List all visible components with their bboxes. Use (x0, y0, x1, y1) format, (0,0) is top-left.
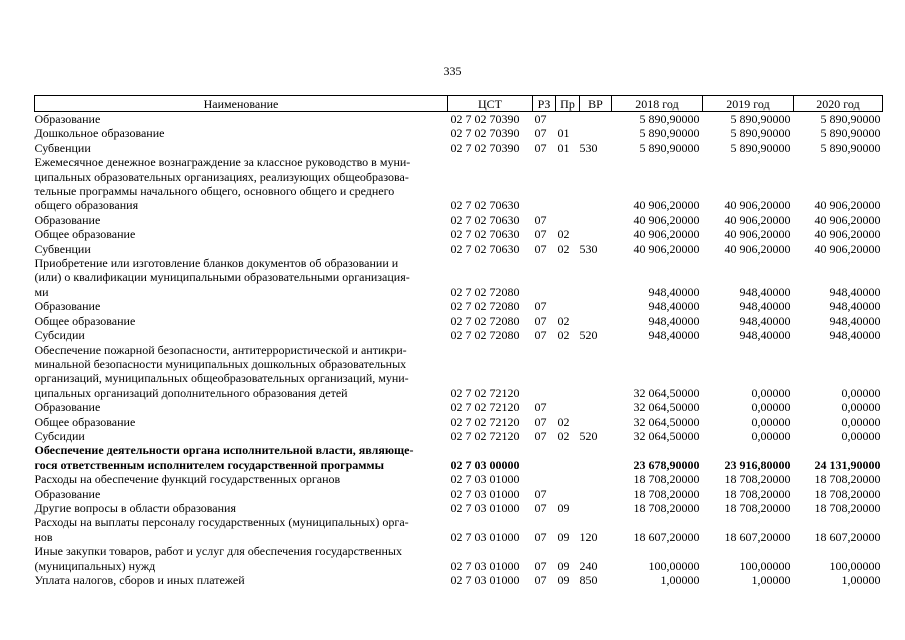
row-value-2018: 40 906,20000 (633, 227, 700, 242)
row-pr: 09 (557, 573, 570, 587)
row-value-2019: 0,00000 (751, 414, 791, 429)
row-name (35, 544, 448, 573)
row-value-2019: 40 906,20000 (724, 198, 791, 213)
row-name (35, 126, 448, 140)
row-value-2020: 5 890,90000 (820, 126, 881, 141)
row-name-line: Образование (34, 400, 101, 415)
row-value-2018: 40 906,20000 (633, 241, 700, 256)
table-row (35, 343, 883, 401)
row-value-2020: 948,40000 (829, 313, 881, 328)
row-name-line: ми (34, 284, 49, 299)
row-rz (533, 343, 556, 401)
table-row (35, 141, 883, 155)
row-pr: 02 (557, 241, 570, 256)
row-csr: 02 7 03 01000 (450, 529, 520, 544)
row-value-2019: 948,40000 (739, 299, 791, 314)
row-pr: 02 (557, 414, 570, 429)
row-name (35, 415, 448, 429)
row-name-line: Уплата налогов, сборов и иных платежей (34, 573, 245, 587)
row-name-line: Субвенции (34, 140, 91, 155)
row-rz: 07 (534, 112, 547, 126)
row-value-2020: 40 906,20000 (814, 198, 881, 213)
row-name-line: Обеспечение деятельности органа исполнительной власти, являюще- (34, 443, 414, 458)
row-rz: 07 (534, 529, 547, 544)
row-name (35, 573, 448, 587)
table-row (35, 299, 883, 313)
row-rz: 07 (534, 140, 547, 155)
header-2018: 2018 год (612, 96, 703, 112)
row-value-2019: 5 890,90000 (730, 112, 791, 126)
row-name-line: общего образования (34, 198, 139, 213)
row-csr: 02 7 02 70630 (450, 198, 520, 213)
row-value-2019: 0,00000 (751, 385, 791, 400)
row-name-line: Общее образование (34, 414, 136, 429)
table-row (35, 487, 883, 501)
row-name (35, 155, 448, 213)
row-name-line: Субсидии (34, 328, 85, 343)
row-name (35, 141, 448, 155)
row-rz (533, 472, 556, 486)
table-row (35, 227, 883, 241)
table-row (35, 415, 883, 429)
row-value-2018: 948,40000 (648, 299, 700, 314)
row-csr: 02 7 02 72120 (450, 400, 520, 415)
row-vr (580, 227, 612, 241)
header-2020: 2020 год (794, 96, 883, 112)
row-vr (580, 112, 612, 127)
row-rz: 07 (534, 486, 547, 501)
table-row (35, 501, 883, 515)
table-row (35, 429, 883, 443)
row-pr: 09 (557, 500, 570, 515)
row-csr: 02 7 02 72120 (450, 428, 520, 443)
row-rz: 07 (534, 414, 547, 429)
row-name-line: Другие вопросы в области образования (34, 500, 236, 515)
row-name-line: Субсидии (34, 428, 85, 443)
row-rz (533, 155, 556, 213)
row-vr (580, 400, 612, 414)
row-value-2020: 24 131,90000 (814, 457, 881, 472)
row-name (35, 213, 448, 227)
table-row (35, 515, 883, 544)
row-vr (580, 472, 612, 486)
row-name (35, 487, 448, 501)
row-value-2018: 32 064,50000 (633, 385, 700, 400)
row-value-2019: 948,40000 (739, 313, 791, 328)
row-value-2018: 5 890,90000 (639, 126, 700, 141)
row-value-2018: 23 678,90000 (633, 457, 700, 472)
row-name (35, 314, 448, 328)
row-value-2019: 5 890,90000 (730, 126, 791, 141)
row-name-line: Расходы на выплаты персоналу государственных (муниципальных) орга- (34, 515, 409, 530)
row-value-2020: 0,00000 (841, 428, 881, 443)
row-value-2018: 32 064,50000 (633, 414, 700, 429)
row-rz (533, 443, 556, 472)
table-row (35, 155, 883, 213)
row-csr: 02 7 02 72120 (450, 414, 520, 429)
row-vr: 520 (579, 428, 598, 443)
row-name-line: Образование (34, 299, 101, 314)
row-name-line: нов (34, 529, 53, 544)
table-row (35, 213, 883, 227)
row-name (35, 242, 448, 256)
row-value-2019: 948,40000 (739, 328, 791, 343)
row-value-2019: 0,00000 (751, 428, 791, 443)
table-row (35, 126, 883, 140)
row-name-line: Ежемесячное денежное вознаграждение за классное руководство в муни- (34, 155, 411, 170)
row-csr: 02 7 03 01000 (450, 500, 520, 515)
row-csr: 02 7 02 70390 (450, 126, 520, 141)
row-vr (580, 343, 612, 401)
table-row (35, 328, 883, 342)
row-vr: 120 (579, 529, 598, 544)
row-pr (556, 155, 580, 213)
row-name (35, 256, 448, 299)
row-vr (580, 299, 612, 313)
row-value-2018: 40 906,20000 (633, 198, 700, 213)
row-csr: 02 7 03 01000 (450, 573, 520, 587)
table-header-row (35, 96, 883, 112)
row-rz: 07 (534, 558, 547, 573)
row-name (35, 515, 448, 544)
row-value-2019: 18 708,20000 (724, 472, 791, 487)
row-name (35, 400, 448, 414)
row-name (35, 472, 448, 486)
row-value-2018: 5 890,90000 (639, 112, 700, 126)
row-value-2019: 40 906,20000 (724, 212, 791, 227)
row-value-2020: 0,00000 (841, 400, 881, 415)
row-rz: 07 (534, 328, 547, 343)
row-name-line: Образование (34, 112, 101, 126)
row-value-2018: 948,40000 (648, 313, 700, 328)
row-rz: 07 (534, 299, 547, 314)
row-name-line: Обеспечение пожарной безопасности, антитеррористической и антикри- (34, 342, 407, 357)
row-value-2018: 948,40000 (648, 328, 700, 343)
table-row (35, 256, 883, 299)
row-name-line: гося ответственным исполнителем государственной программы (34, 457, 384, 472)
row-pr: 09 (557, 529, 570, 544)
header-2019: 2019 год (703, 96, 794, 112)
row-rz: 07 (534, 428, 547, 443)
row-pr (556, 343, 580, 401)
row-rz: 07 (534, 500, 547, 515)
table-row (35, 400, 883, 414)
row-csr: 02 7 02 70390 (450, 140, 520, 155)
page-number: 335 (443, 64, 462, 78)
row-vr (580, 415, 612, 429)
row-vr: 240 (579, 558, 598, 573)
row-pr: 02 (557, 313, 570, 328)
row-value-2018: 18 708,20000 (633, 486, 700, 501)
row-value-2020: 40 906,20000 (814, 227, 881, 242)
row-name-line: Дошкольное образование (34, 126, 165, 141)
row-value-2020: 18 708,20000 (814, 486, 881, 501)
row-name-line: Расходы на обеспечение функций государственных органов (34, 472, 341, 487)
row-csr: 02 7 03 00000 (450, 457, 520, 472)
row-rz: 07 (534, 227, 547, 242)
row-value-2020: 18 708,20000 (814, 472, 881, 487)
row-csr: 02 7 03 01000 (450, 558, 520, 573)
row-value-2019: 5 890,90000 (730, 140, 791, 155)
row-value-2018: 18 708,20000 (633, 472, 700, 487)
row-pr (556, 299, 580, 313)
row-value-2020: 100,00000 (829, 558, 881, 573)
row-value-2018: 1,00000 (660, 573, 700, 587)
row-name-line: ципальных организаций дополнительного образования детей (34, 385, 348, 400)
header-vr: ВР (580, 96, 612, 112)
row-name-line: Общее образование (34, 313, 136, 328)
row-rz: 07 (534, 400, 547, 415)
row-value-2018: 32 064,50000 (633, 400, 700, 415)
row-value-2019: 1,00000 (751, 573, 791, 587)
row-name (35, 227, 448, 241)
budget-table (34, 95, 883, 587)
row-vr: 520 (579, 328, 598, 343)
header-pr: Пр (556, 96, 580, 112)
table-row (35, 112, 883, 127)
row-vr (580, 487, 612, 501)
row-vr (580, 501, 612, 515)
row-value-2020: 948,40000 (829, 299, 881, 314)
row-value-2019: 40 906,20000 (724, 227, 791, 242)
row-name-line: Приобретение или изготовление бланков документов об образовании и (34, 256, 399, 271)
row-pr (556, 112, 580, 127)
row-value-2020: 0,00000 (841, 385, 881, 400)
row-pr: 02 (557, 328, 570, 343)
row-value-2020: 948,40000 (829, 284, 881, 299)
row-vr: 530 (579, 241, 598, 256)
row-csr: 02 7 02 70630 (450, 227, 520, 242)
row-value-2019: 100,00000 (739, 558, 791, 573)
row-value-2020: 18 607,20000 (814, 529, 881, 544)
row-pr: 01 (557, 126, 570, 141)
row-pr (556, 443, 580, 472)
row-value-2020: 5 890,90000 (820, 112, 881, 126)
header-rz: РЗ (533, 96, 556, 112)
row-pr: 01 (557, 140, 570, 155)
row-name-line: Образование (34, 486, 101, 501)
row-vr (580, 256, 612, 299)
row-name-line: ципальных образовательных организациях, реализующих общеобразова- (34, 169, 409, 184)
row-csr: 02 7 02 70390 (450, 112, 520, 126)
row-csr: 02 7 02 72080 (450, 313, 520, 328)
row-value-2018: 18 607,20000 (633, 529, 700, 544)
row-csr: 02 7 02 72080 (450, 299, 520, 314)
row-value-2020: 948,40000 (829, 328, 881, 343)
row-pr (556, 400, 580, 414)
row-vr: 530 (579, 140, 598, 155)
row-name-line: организаций, муниципальных общеобразовательных организаций, муни- (34, 371, 409, 386)
row-name-line: Иные закупки товаров, работ и услуг для обеспечения государственных (34, 544, 402, 559)
row-name-line: (или) о квалификации муниципальными образовательными организация- (34, 270, 410, 285)
row-name-line: Образование (34, 212, 101, 227)
row-name (35, 299, 448, 313)
row-value-2018: 948,40000 (648, 284, 700, 299)
row-value-2018: 32 064,50000 (633, 428, 700, 443)
row-rz: 07 (534, 241, 547, 256)
row-name-line: минальной безопасности муниципальных дошкольных образовательных (34, 356, 407, 371)
row-pr (556, 487, 580, 501)
row-vr (580, 213, 612, 227)
table-row (35, 472, 883, 486)
row-name (35, 112, 448, 127)
row-rz: 07 (534, 126, 547, 141)
row-vr (580, 126, 612, 140)
header-name: Наименование (35, 96, 448, 112)
row-value-2019: 948,40000 (739, 284, 791, 299)
row-rz: 07 (534, 313, 547, 328)
row-pr: 02 (557, 428, 570, 443)
row-value-2019: 18 708,20000 (724, 486, 791, 501)
table-row (35, 573, 883, 587)
table-row (35, 314, 883, 328)
row-value-2018: 40 906,20000 (633, 212, 700, 227)
row-name-line: Субвенции (34, 241, 91, 256)
row-vr: 850 (579, 573, 598, 587)
row-vr (580, 443, 612, 472)
row-csr: 02 7 02 70630 (450, 212, 520, 227)
row-pr (556, 213, 580, 227)
row-name (35, 429, 448, 443)
table-body (35, 112, 883, 588)
row-name-line: (муниципальных) нужд (34, 558, 156, 573)
table-row (35, 242, 883, 256)
row-pr (556, 472, 580, 486)
row-value-2020: 5 890,90000 (820, 140, 881, 155)
table-row (35, 544, 883, 573)
row-name-line: Общее образование (34, 227, 136, 242)
row-name (35, 501, 448, 515)
header-csr: ЦСТ (448, 96, 533, 112)
row-value-2020: 40 906,20000 (814, 212, 881, 227)
row-value-2018: 100,00000 (648, 558, 700, 573)
row-value-2019: 0,00000 (751, 400, 791, 415)
row-pr: 09 (557, 558, 570, 573)
table-row (35, 443, 883, 472)
row-vr (580, 155, 612, 213)
row-value-2020: 1,00000 (841, 573, 881, 587)
row-csr: 02 7 03 01000 (450, 472, 520, 487)
row-value-2020: 40 906,20000 (814, 241, 881, 256)
row-name-line: тельные программы начального общего, основного общего и среднего (34, 184, 395, 199)
row-value-2019: 18 708,20000 (724, 500, 791, 515)
row-rz: 07 (534, 573, 547, 587)
row-name (35, 343, 448, 401)
row-csr: 02 7 02 72080 (450, 284, 520, 299)
row-csr: 02 7 03 01000 (450, 486, 520, 501)
row-csr: 02 7 02 70630 (450, 241, 520, 256)
row-value-2018: 5 890,90000 (639, 140, 700, 155)
row-rz (533, 256, 556, 299)
row-pr: 02 (557, 227, 570, 242)
row-vr (580, 314, 612, 328)
row-csr: 02 7 02 72120 (450, 385, 520, 400)
row-pr (556, 256, 580, 299)
row-value-2020: 18 708,20000 (814, 500, 881, 515)
row-name (35, 328, 448, 342)
row-name (35, 443, 448, 472)
row-value-2020: 0,00000 (841, 414, 881, 429)
row-value-2018: 18 708,20000 (633, 500, 700, 515)
row-value-2019: 18 607,20000 (724, 529, 791, 544)
row-csr: 02 7 02 72080 (450, 328, 520, 343)
row-value-2019: 40 906,20000 (724, 241, 791, 256)
row-rz: 07 (534, 212, 547, 227)
row-value-2019: 23 916,80000 (724, 457, 791, 472)
